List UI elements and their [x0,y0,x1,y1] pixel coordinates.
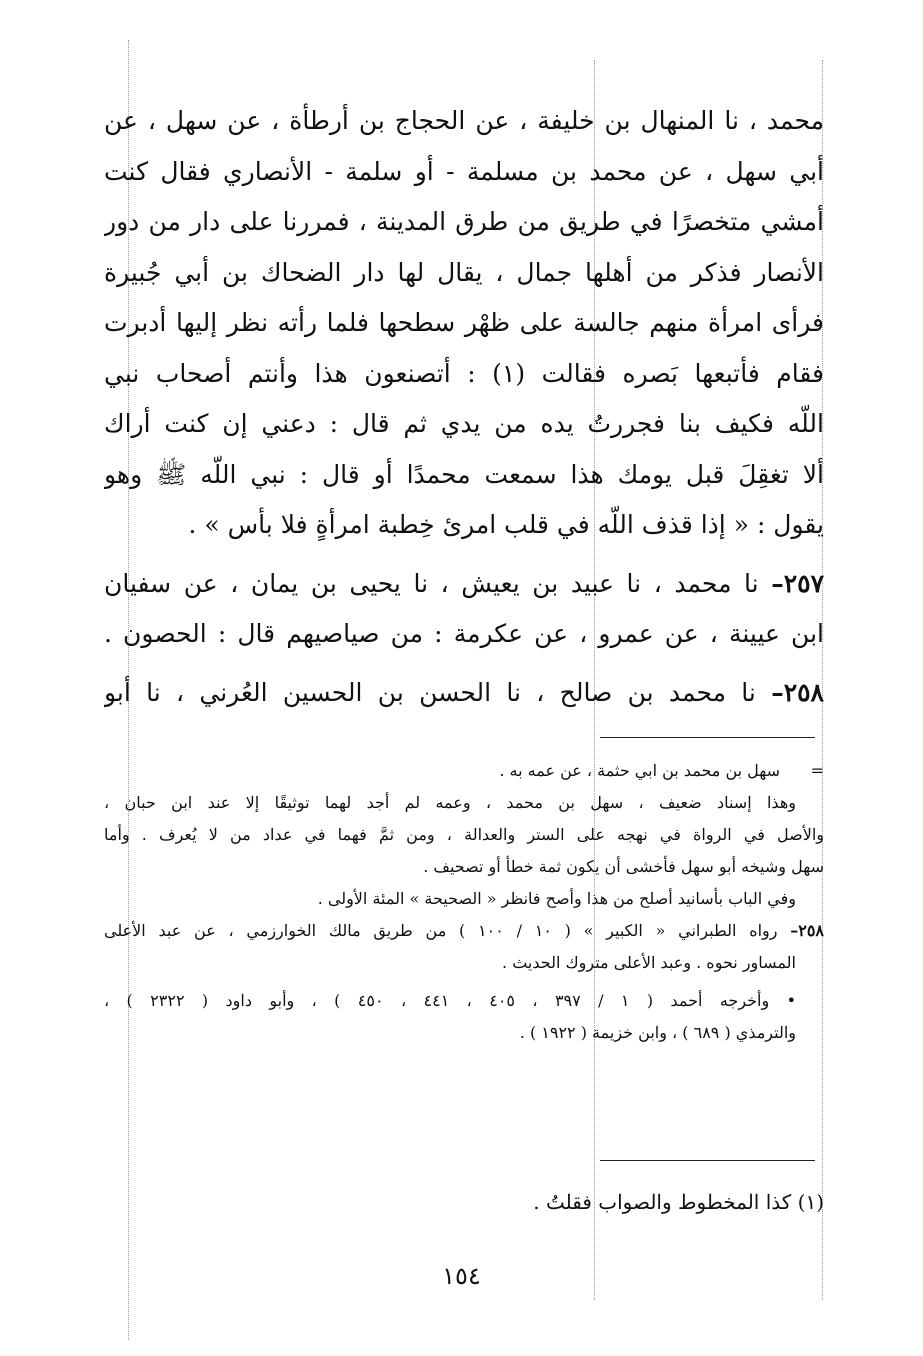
footnote-line: وهذا إسناد ضعيف ، سهل بن محمد ، وعمه لم أجد لهما توثيقًا إلا عند ابن حبان ، [104,793,796,812]
main-text [104,96,824,718]
hadith-number: ٢٥٧– [771,568,824,598]
hadith-257-line [104,559,824,610]
footnote-text: سهل بن محمد بن ابي حثمة ، عن عمه به . [499,761,781,780]
footnote-line: وفي الباب بأسانيد أصلح من هذا وأصح فانظر « الصحيحة » المئة الأولى . [317,889,796,908]
author-note: (١) كذا المخطوط والصواب فقلتُ . [533,1190,824,1214]
footnote-divider [600,737,815,738]
footnote-line: والأصل في الرواة في نهجه على الستر والعدالة ، ومن ثمَّ فهما في عداد من لا يُعرف . وأما [104,825,824,844]
footnote-text: رواه الطبراني « الكبير » ( ١٠ / ١٠٠ ) من طريق مالك الخوارزمي ، عن عبد الأعلى [104,921,778,940]
hadith-text: نا محمد بن صالح ، نا الحسن بن الحسين العُرني ، نا أبو [104,677,756,707]
footnote-line: والترمذي ( ٦٨٩ ) ، وابن خزيمة ( ١٩٢٢ ) . [519,1023,796,1042]
text-line: اللّه فكيف بنا فجررتُ يده من يدي ثم قال : دعني إن كنت أراك [104,409,824,438]
hadith-number: ٢٥٨– [771,677,824,707]
hadith-257-line: ابن عيينة ، عن عمرو ، عن عكرمة : من صياصيهم قال : الحصون . [104,619,824,648]
text-line: ألا تغقِلَ قبل يومك هذا سمعت محمدًا أو قال : نبي اللّه ﷺ وهو [104,459,824,489]
hadith-text: نا محمد ، نا عبيد بن يعيش ، نا يحيى بن يمان ، عن سفيان [104,568,759,598]
footnote-258 [104,915,824,947]
hadith-258-line [104,668,824,719]
text-line: محمد ، نا المنهال بن خليفة ، عن الحجاج بن أرطأة ، عن سهل ، عن [104,106,824,135]
footnote-continuation [104,755,824,787]
footnote-line: المساور نحوه . وعبد الأعلى متروك الحديث . [502,953,796,972]
text-line: أمشي متخصرًا في طريق من طرق المدينة ، فمررنا على دار من دور [104,207,824,236]
page-number: ١٥٤ [442,1262,481,1290]
text-line: الأنصار فذكر من أهلها جمال ، يقال لها دار الضحاك بن أبي جُبيرة [104,257,824,287]
text-line: فرأى امرأة منهم جالسة على ظهْر سطحها فلما رأته نظر إليها أدبرت [104,308,824,337]
footnote-line: • وأخرجه أحمد ( ١ / ٣٩٧ ، ٤٠٥ ، ٤٤١ ، ٤٥٠ ) ، وأبو داود ( ٢٣٢٢ ) ، [104,991,797,1010]
footnote-line: سهل وشيخه أبو سهل فأخشى أن يكون ثمة خطأ أو تصحيف . [423,857,824,876]
text-line: فقام فأتبعها بَصره فقالت (١) : أتصنعون هذا وأنتم أصحاب نبي [104,358,824,388]
text-line: أبي سهل ، عن محمد بن مسلمة - أو سلمة - الأنصاري فقال كنت [104,156,824,186]
continuation-marker: = [810,761,824,780]
text-line: يقول : « إذا قذف اللّه في قلب امرئ خِطبة امرأةٍ فلا بأس » . [188,510,824,539]
note-divider [600,1160,815,1161]
footnotes [104,755,824,1049]
footnote-number: ٢٥٨– [790,921,824,940]
